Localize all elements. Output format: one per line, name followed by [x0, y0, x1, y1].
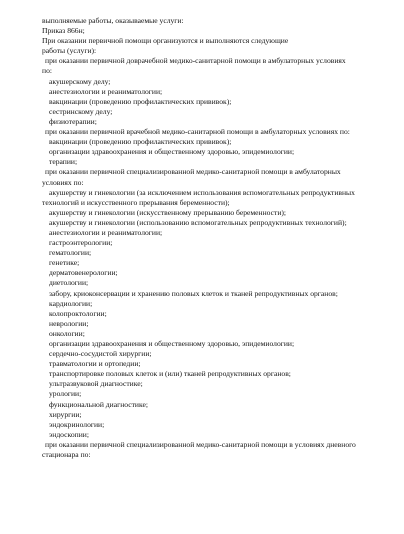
document-line: При оказании первичной помощи организуются и выполняются следующие	[42, 36, 289, 46]
document-page	[42, 16, 392, 460]
document-line: технологий и искусственного прерывания беременности);	[42, 197, 230, 207]
document-body	[42, 16, 392, 460]
document-line: гастроэнтерологии;	[49, 238, 113, 248]
document-line: по:	[42, 66, 52, 76]
document-line: анестезиологии и реаниматологии;	[49, 227, 163, 237]
document-line: при оказании первичной доврачебной медико-санитарной помощи в амбулаторных условиях	[45, 56, 346, 66]
document-line: сестринскому делу;	[49, 106, 113, 116]
document-line: работы (услуги):	[42, 46, 97, 56]
document-line: акушерству и гинекологии (использованию вспомогательных репродуктивных технологий);	[49, 217, 347, 227]
document-line: при оказании первичной специализированной медико-санитарной помощи в амбулаторных	[45, 167, 341, 177]
document-line: при оказании первичной врачебной медико-санитарной помощи в амбулаторных условиях по:	[45, 127, 350, 137]
document-line: акушерству и гинекологии (за исключением использования вспомогательных репродуктивных	[49, 187, 355, 197]
document-line: организации здравоохранения и общественному здоровью, эпидемиологии;	[49, 339, 295, 348]
document-line: хирургии;	[49, 409, 82, 419]
document-line: при оказании первичной специализированной медико-санитарной помощи в условиях дневного	[45, 439, 356, 449]
document-line: гематологии;	[49, 248, 92, 258]
document-line: неврологии;	[49, 318, 89, 328]
document-line: забору, криоконсервации и хранению половых клеток и тканей репродуктивных органов;	[49, 288, 338, 298]
document-line: условиях по:	[42, 177, 84, 187]
document-line: эндокринологии;	[49, 419, 105, 429]
document-line: дерматовенерологии;	[49, 268, 118, 278]
document-line: анестезиологии и реаниматологии;	[49, 86, 163, 96]
document-line: онкологии;	[49, 328, 85, 338]
document-line: выполняемые работы, оказываемые услуги:	[42, 16, 184, 25]
document-line: акушерскому делу;	[49, 76, 111, 86]
document-line: организации здравоохранения и общественному здоровью, эпидемиологии;	[49, 147, 295, 157]
document-line: ультразвуковой диагностике;	[49, 379, 143, 389]
document-line: физиотерапии;	[49, 116, 97, 126]
document-line: транспортировке половых клеток и (или) тканей репродуктивных органов;	[49, 369, 291, 379]
document-line: вакцинации (проведению профилактических прививок);	[49, 96, 232, 106]
document-line: травматологии и ортопедии;	[49, 359, 141, 369]
document-line: Приказ 866н;	[42, 26, 85, 36]
document-line: акушерству и гинекологии (искусственному прерыванию беременности);	[49, 207, 287, 217]
document-line: колопроктологии;	[49, 308, 107, 318]
document-line: функциональной диагностике;	[49, 399, 148, 409]
document-line: генетике;	[49, 258, 80, 268]
document-line: терапии;	[49, 157, 78, 167]
document-line: диетологии;	[49, 278, 89, 288]
document-line: стационара по:	[42, 450, 91, 460]
document-line: сердечно-сосудистой хирургии;	[49, 349, 152, 359]
document-line: кардиологии;	[49, 298, 93, 308]
document-line: эндоскопии;	[49, 429, 89, 439]
document-line: урологии;	[49, 389, 82, 399]
document-line: вакцинации (проведению профилактических прививок);	[49, 137, 232, 147]
